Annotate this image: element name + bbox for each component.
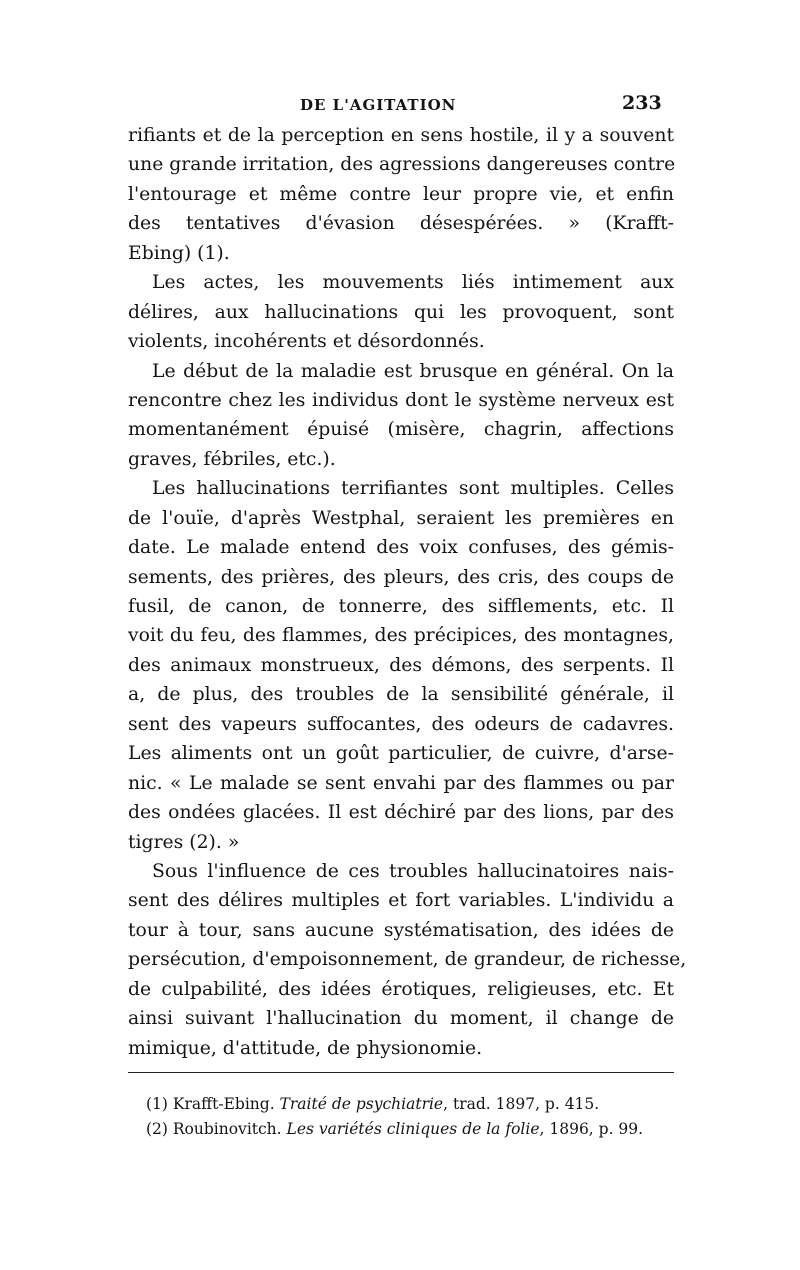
page-number: 233 (622, 92, 662, 114)
footnote-title: Les variétés cliniques de la folie (286, 1120, 540, 1138)
text-line: mimique, d'attitude, de physionomie. (128, 1037, 483, 1059)
text-line: Les hallucinations terrifiantes sont multiples. Celles (152, 478, 674, 500)
text-line: rifiants et de la perception en sens hostile, il y a souvent (128, 125, 674, 146)
footnote-author: (2) Roubinovitch. (146, 1120, 287, 1138)
text-line: rencontre chez les individus dont le système nerveux est (128, 389, 674, 411)
text-line: délires, aux hallucinations qui les provoquent, sont (128, 301, 674, 323)
text-line: Sous l'influence de ces troubles hallucinatoires nais- (152, 860, 674, 882)
text-line: fusil, de canon, de tonnerre, des sifflements, etc. Il (128, 596, 674, 617)
text-line: Les actes, les mouvements liés intimement aux (152, 272, 674, 294)
footnote-details: , 1896, p. 99. (539, 1120, 644, 1138)
footnotes (146, 1092, 676, 1142)
text-line: voit du feu, des flammes, des précipices, des montagnes, (128, 625, 674, 647)
text-line: de culpabilité, des idées érotiques, religieuses, etc. Et (128, 978, 674, 1000)
text-line: Le début de la maladie est brusque en général. On la (152, 360, 674, 382)
text-line: des tentatives d'évasion désespérées. » (Krafft- (128, 213, 674, 235)
text-line: nic. « Le malade se sent envahi par des flammes ou par (128, 772, 674, 794)
text-line: momentanément épuisé (misère, chagrin, affections (128, 419, 674, 441)
page-header (0, 92, 800, 122)
text-line: a, de plus, des troubles de la sensibilité générale, il (128, 684, 674, 706)
text-line: une grande irritation, des agressions dangereuses contre (128, 154, 676, 176)
footnote-1 (146, 1092, 676, 1117)
text-line: ainsi suivant l'hallucination du moment, il change de (128, 1008, 674, 1030)
text-line: tour à tour, sans aucune systématisation, des idées de (128, 919, 674, 941)
footnote-2 (146, 1117, 676, 1142)
text-line: des animaux monstrueux, des démons, des serpents. Il (128, 654, 674, 676)
text-line: tigres (2). » (128, 831, 240, 853)
running-title: DE L'AGITATION (300, 96, 457, 114)
text-line: l'entourage et même contre leur propre vie, et enfin (128, 183, 674, 205)
text-line: graves, fébriles, etc.). (128, 448, 336, 470)
text-line: des ondées glacées. Il est déchiré par des lions, par des (128, 802, 674, 824)
body-text (128, 121, 687, 1063)
text-line: Ebing) (1). (128, 242, 230, 264)
footnote-title: Traité de psychiatrie (279, 1095, 444, 1113)
footnote-details: , trad. 1897, p. 415. (443, 1095, 600, 1113)
text-line: persécution, d'empoisonnement, de grandeur, de richesse, (128, 949, 687, 971)
text-line: sements, des prières, des pleurs, des cris, des coups de (128, 566, 674, 588)
text-line: violents, incohérents et désordonnés. (128, 331, 485, 353)
text-line: Les aliments ont un goût particulier, de cuivre, d'arse- (128, 743, 674, 765)
text-line: sent des délires multiples et fort variables. L'individu a (128, 890, 674, 912)
text-line: date. Le malade entend des voix confuses, des gémis- (128, 537, 674, 559)
text-line: de l'ouïe, d'après Westphal, seraient les premières en (128, 507, 674, 529)
footnote-divider (128, 1072, 674, 1073)
text-line: sent des vapeurs suffocantes, des odeurs de cadavres. (128, 713, 674, 735)
footnote-author: (1) Krafft-Ebing. (146, 1095, 280, 1113)
